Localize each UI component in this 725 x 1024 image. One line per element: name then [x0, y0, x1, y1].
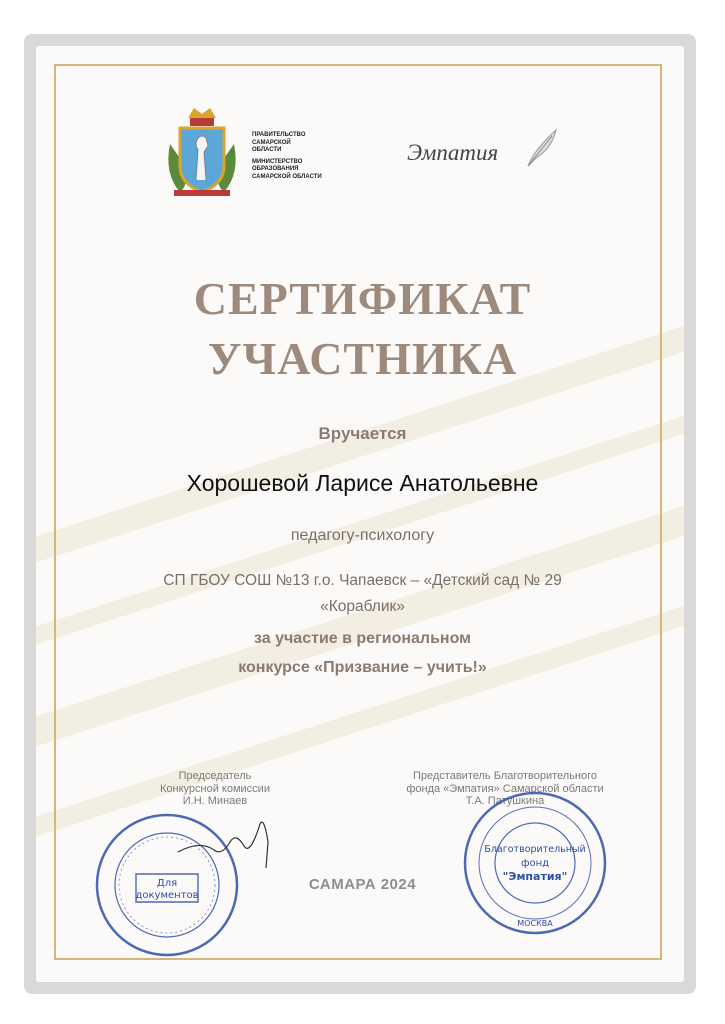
recipient-position: педагогу-психологу	[290, 527, 435, 544]
stamp-right-text-1: Благотворительный	[484, 844, 586, 855]
signer-role-detail: фонда «Эмпатия» Самарской области	[406, 782, 604, 795]
signature-left-icon	[170, 812, 280, 872]
signature-block-left	[120, 770, 310, 808]
recipient-name: Хорошевой Ларисе Анатольевне	[186, 470, 539, 496]
certificate-title-line1: СЕРТИФИКАТ	[193, 273, 532, 324]
certificate-title-line2: УЧАСТНИКА	[207, 333, 518, 384]
award-reason	[0, 624, 725, 682]
ministry-line: МИНИСТЕРСТВО	[252, 158, 303, 165]
reason-line2: конкурсе «Призвание – учить!»	[238, 659, 487, 676]
stamp-right-icon	[460, 788, 610, 938]
organization-line1: СП ГБОУ СОШ №13 г.о. Чапаевск – «Детский сад № 29	[163, 572, 562, 589]
signer-role-detail: Конкурсной комиссии	[160, 782, 270, 795]
reason-line1: за участие в региональном	[254, 630, 471, 647]
ministry-line: ОБРАЗОВАНИЯ	[252, 166, 299, 172]
organization-line2: «Кораблик»	[320, 598, 405, 615]
organization	[60, 568, 665, 620]
stamp-right-text-2: фонд	[520, 858, 550, 869]
feather-icon	[522, 126, 562, 170]
gov-line: САМАРСКОЙ	[252, 139, 291, 146]
signer-role: Председатель	[178, 770, 252, 782]
city-year: САМАРА 2024	[308, 876, 417, 893]
stamp-left-text-1: Для	[156, 878, 178, 889]
government-emblem-text	[252, 132, 332, 181]
stamp-right-text-3: "Эмпатия"	[502, 870, 568, 883]
samara-coat-of-arms-icon	[160, 104, 244, 200]
signer-role: Представитель Благотворительного	[412, 770, 598, 782]
empatia-logo-text: Эмпатия	[407, 140, 499, 165]
gov-line: ПРАВИТЕЛЬСТВО	[252, 132, 306, 138]
signer-name: И.Н. Минаев	[182, 795, 248, 807]
ministry-line: САМАРСКОЙ ОБЛАСТИ	[252, 173, 322, 180]
stamp-left-text-2: документов	[135, 890, 199, 901]
awarded-label: Вручается	[318, 424, 407, 443]
stamp-right-city: МОСКВА	[517, 919, 553, 928]
signer-name: Т.А. Патушкина	[465, 795, 545, 807]
gov-line: ОБЛАСТИ	[252, 147, 282, 153]
